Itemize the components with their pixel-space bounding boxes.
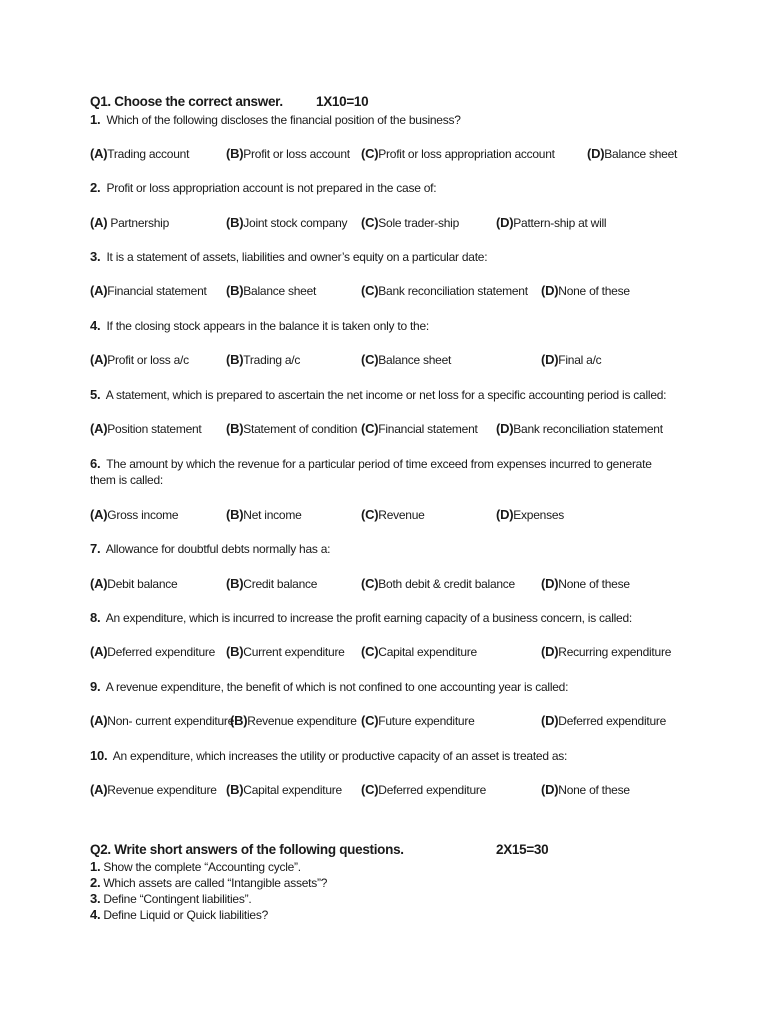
question-number: 1. — [90, 859, 101, 874]
question-9 — [90, 679, 568, 695]
q6-option-b: (B)Net income — [226, 507, 302, 522]
q2-heading — [90, 842, 549, 858]
short-question-3 — [90, 891, 251, 907]
q3-option-d: (D)None of these — [541, 283, 630, 298]
q8-option-d: (D)Recurring expenditure — [541, 644, 672, 659]
q9-option-a: (A)Non- current expenditure — [90, 713, 235, 728]
question-number: 4. — [90, 318, 101, 333]
question-text: An expenditure, which is incurred to increase the profit earning capacity of a business concern, is called: — [105, 611, 632, 625]
question-number: 1. — [90, 112, 101, 127]
question-6 — [90, 456, 680, 488]
question-text: It is a statement of assets, liabilities and owner’s equity on a particular date: — [106, 250, 488, 264]
q4-option-c: (C)Balance sheet — [361, 352, 452, 367]
q5-option-a: (A)Position statement — [90, 421, 202, 436]
question-text: Profit or loss appropriation account is not prepared in the case of: — [106, 181, 437, 195]
question-number: 10. — [90, 748, 108, 763]
q3-option-a: (A)Financial statement — [90, 283, 207, 298]
question-number: 3. — [90, 891, 101, 906]
q3-option-c: (C)Bank reconciliation statement — [361, 283, 528, 298]
question-7 — [90, 541, 330, 557]
q1-option-c: (C)Profit or loss appropriation account — [361, 146, 555, 161]
q10-option-a: (A)Revenue expenditure — [90, 782, 217, 797]
q4-option-a: (A)Profit or loss a/c — [90, 352, 189, 367]
q2-marks: 2X15=30 — [496, 842, 549, 857]
q5-option-d: (D)Bank reconciliation statement — [496, 421, 663, 436]
question-text: Define Liquid or Quick liabilities? — [103, 908, 269, 922]
q1-marks: 1X10=10 — [316, 94, 369, 109]
q5-option-c: (C)Financial statement — [361, 421, 478, 436]
q1-option-b: (B)Profit or loss account — [226, 146, 350, 161]
question-number: 3. — [90, 249, 101, 264]
q8-option-c: (C)Capital expenditure — [361, 644, 477, 659]
q2-heading-text: Q2. Write short answers of the following questions. — [90, 842, 404, 857]
q3-option-b: (B)Balance sheet — [226, 283, 317, 298]
q2-option-d: (D)Pattern-ship at will — [496, 215, 607, 230]
short-question-1 — [90, 859, 301, 875]
q6-option-c: (C)Revenue — [361, 507, 425, 522]
q10-option-c: (C)Deferred expenditure — [361, 782, 487, 797]
q8-option-a: (A)Deferred expenditure — [90, 644, 216, 659]
q9-option-c: (C)Future expenditure — [361, 713, 475, 728]
q10-option-d: (D)None of these — [541, 782, 630, 797]
question-3 — [90, 249, 487, 265]
question-8 — [90, 610, 632, 626]
question-1 — [90, 112, 461, 128]
question-text: Show the complete “Accounting cycle”. — [103, 860, 301, 874]
q4-option-d: (D)Final a/c — [541, 352, 602, 367]
q2-option-c: (C)Sole trader-ship — [361, 215, 460, 230]
q5-option-b: (B)Statement of condition — [226, 421, 358, 436]
question-10 — [90, 748, 567, 764]
q6-option-d: (D)Expenses — [496, 507, 564, 522]
question-number: 4. — [90, 907, 101, 922]
question-number: 8. — [90, 610, 101, 625]
q2-option-a: (A) Partnership — [90, 215, 169, 230]
question-number: 7. — [90, 541, 101, 556]
question-number: 9. — [90, 679, 101, 694]
question-text: The amount by which the revenue for a particular period of time exceed from expenses incurred to generate them is called: — [90, 457, 652, 487]
question-text: Define “Contingent liabilities”. — [103, 892, 252, 906]
q10-option-b: (B)Capital expenditure — [226, 782, 342, 797]
q1-heading — [90, 94, 369, 110]
q7-option-d: (D)None of these — [541, 576, 630, 591]
question-text: A revenue expenditure, the benefit of which is not confined to one accounting year is called: — [105, 680, 569, 694]
q4-option-b: (B)Trading a/c — [226, 352, 301, 367]
short-question-2 — [90, 875, 327, 891]
short-question-4 — [90, 907, 268, 923]
question-text: Which of the following discloses the financial position of the business? — [106, 113, 461, 127]
question-4 — [90, 318, 429, 334]
question-number: 2. — [90, 180, 101, 195]
q9-option-d: (D)Deferred expenditure — [541, 713, 667, 728]
question-5 — [90, 387, 666, 403]
q7-option-a: (A)Debit balance — [90, 576, 178, 591]
question-text: A statement, which is prepared to ascertain the net income or net loss for a specific accounting period is called: — [105, 388, 667, 402]
q1-option-d: (D)Balance sheet — [587, 146, 678, 161]
q1-option-a: (A)Trading account — [90, 146, 190, 161]
q1-heading-text: Q1. Choose the correct answer. — [90, 94, 283, 109]
question-text: Which assets are called “Intangible assets”? — [103, 876, 328, 890]
q7-option-b: (B)Credit balance — [226, 576, 318, 591]
question-2 — [90, 180, 436, 196]
question-number: 2. — [90, 875, 101, 890]
question-text: If the closing stock appears in the balance it is taken only to the: — [106, 319, 429, 333]
q6-option-a: (A)Gross income — [90, 507, 179, 522]
q9-option-b: (B)Revenue expenditure — [230, 713, 357, 728]
question-number: 5. — [90, 387, 101, 402]
question-text: Allowance for doubtful debts normally has a: — [105, 542, 331, 556]
question-text: An expenditure, which increases the utility or productive capacity of an asset is treated as: — [112, 749, 568, 763]
question-number: 6. — [90, 456, 101, 471]
q7-option-c: (C)Both debit & credit balance — [361, 576, 515, 591]
q8-option-b: (B)Current expenditure — [226, 644, 345, 659]
q2-option-b: (B)Joint stock company — [226, 215, 348, 230]
